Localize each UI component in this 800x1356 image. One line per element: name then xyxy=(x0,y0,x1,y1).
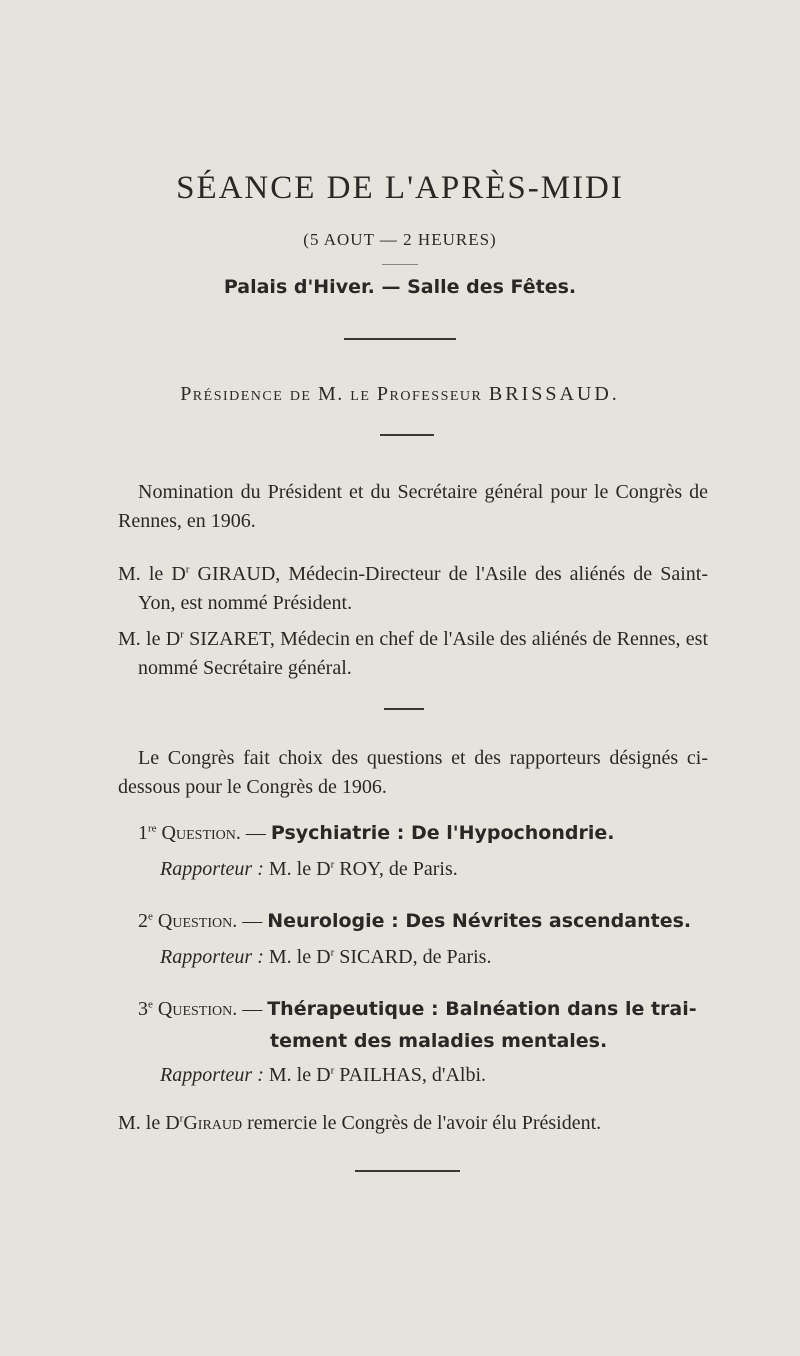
superscript: r xyxy=(330,858,335,871)
divider xyxy=(344,338,456,340)
ordinal: e xyxy=(148,910,153,923)
presidency-professeur: Professeur xyxy=(376,383,483,405)
question-topic: Thérapeutique : Balnéation dans le trai- xyxy=(267,998,697,1020)
paragraph-nomination: Nomination du Président et du Secrétaire général pour le Congrès de Rennes, en 1906. xyxy=(118,481,708,532)
dash: — xyxy=(237,910,268,932)
text: M. le D xyxy=(118,563,186,585)
presidency-line xyxy=(0,383,800,406)
superscript: r xyxy=(330,1064,335,1077)
question-topic: Psychiatrie : De l'Hypochondrie. xyxy=(270,822,615,844)
question-3 xyxy=(138,998,697,1021)
question-number: 1 xyxy=(138,822,148,844)
rapporteur-label: Rapporteur : xyxy=(160,946,264,968)
rapporteur-2 xyxy=(160,946,491,969)
text: M. le D xyxy=(263,946,331,968)
presidency-m: M. xyxy=(317,383,344,405)
question-1 xyxy=(138,822,614,845)
page-title: SÉANCE DE L'APRÈS-MIDI xyxy=(176,170,624,206)
session-time: (5 AOUT — 2 HEURES) xyxy=(303,230,497,249)
divider xyxy=(384,708,424,710)
rapporteur-3 xyxy=(160,1064,486,1087)
text: M. le D xyxy=(118,1112,180,1134)
question-topic: Neurologie : Des Névrites ascendantes. xyxy=(267,910,692,932)
dash: — xyxy=(237,998,268,1020)
rapporteur-name: PAILHAS, d'Albi. xyxy=(334,1064,487,1086)
closing-name: Giraud xyxy=(183,1112,243,1134)
divider xyxy=(355,1170,460,1172)
rapporteur-label: Rapporteur : xyxy=(160,1064,264,1086)
question-label: Question. xyxy=(157,910,238,932)
question-label: Question. xyxy=(161,822,241,844)
text: remercie le Congrès de l'avoir élu Président. xyxy=(242,1112,602,1134)
text: M. le D xyxy=(263,858,331,880)
text: M. le D xyxy=(118,628,181,650)
ordinal: re xyxy=(148,822,157,835)
superscript: r xyxy=(330,946,335,959)
text: GIRAUD, Médecin-Directeur de l'Asile des aliénés de Saint-Yon, est nommé Président. xyxy=(138,563,708,614)
question-number: 2 xyxy=(138,910,148,932)
presidency-le: le xyxy=(350,383,371,405)
paragraph-giraud xyxy=(118,560,708,618)
question-label: Question. xyxy=(157,998,238,1020)
dash: — xyxy=(240,822,271,844)
divider xyxy=(380,434,434,436)
paragraph-choix: Le Congrès fait choix des questions et des rapporteurs désignés ci-dessous pour le Congrès de 1906. xyxy=(118,747,708,798)
rapporteur-name: SICARD, de Paris. xyxy=(334,946,492,968)
closing-line xyxy=(118,1112,601,1135)
presidency-prefix: Présidence xyxy=(180,383,284,405)
question-number: 3 xyxy=(138,998,148,1020)
rapporteur-name: ROY, de Paris. xyxy=(334,858,458,880)
presidency-de: de xyxy=(289,383,312,405)
ordinal: e xyxy=(148,998,153,1011)
presidency-name: BRISSAUD. xyxy=(488,383,620,405)
superscript: r xyxy=(180,628,184,641)
text: SIZARET, Médecin en chef de l'Asile des aliénés de Rennes, est nommé Secrétaire général. xyxy=(138,628,708,679)
rapporteur-1 xyxy=(160,858,458,881)
divider-short xyxy=(382,264,418,265)
paragraph-sizaret xyxy=(118,625,708,683)
superscript: r xyxy=(185,563,190,576)
superscript: r xyxy=(179,1112,184,1125)
question-3-continuation: tement des maladies mentales. xyxy=(270,1030,608,1052)
venue-heading: Palais d'Hiver. — Salle des Fêtes. xyxy=(223,276,577,298)
rapporteur-label: Rapporteur : xyxy=(160,858,264,880)
text: M. le D xyxy=(263,1064,331,1086)
question-2 xyxy=(138,910,691,933)
